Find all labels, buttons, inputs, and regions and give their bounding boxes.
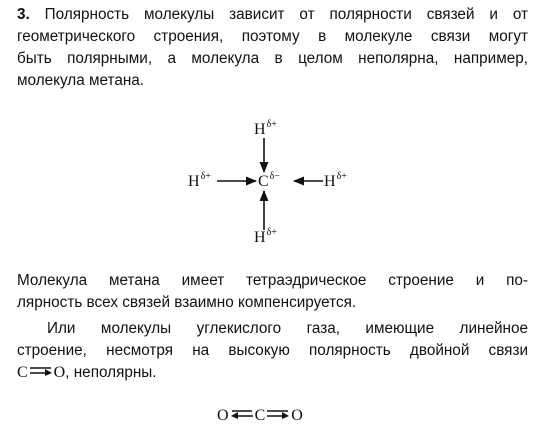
double-bond-arrow-icon: [29, 364, 53, 378]
atom-h-right: $H^{\delta+}$: [324, 171, 347, 190]
paragraph-line-3: C O, неполярны.: [17, 364, 157, 381]
arrow-c-o-icon: [266, 407, 290, 421]
co2-formula: [217, 407, 303, 424]
paragraph-line-2: строение, несмотря на высокую полярность двойной связи: [17, 342, 528, 359]
item-number: 3.: [17, 6, 30, 23]
atom-h-left: $H^{\delta+}$: [188, 171, 211, 190]
paragraph-line-4: молекула метана.: [17, 72, 145, 89]
atom-o-left: O: [217, 407, 229, 424]
paragraph-line-1: Молекула метана имеет тетраэдрическое строение и по-: [17, 272, 528, 289]
paragraph-line-1: 3. Полярность молекулы зависит от полярности связей и от: [17, 6, 528, 23]
atom-o-right: O: [291, 407, 303, 424]
paragraph-tetrahedral: [17, 270, 528, 314]
arrow-o-c-icon: [230, 407, 254, 421]
paragraph-line-2: геометрического строения, поэтому в молекуле связи могут: [17, 28, 528, 45]
inline-formula-co: C O: [17, 364, 66, 381]
atom-h-top: $H^{\delta+}$: [254, 119, 277, 138]
paragraph-line-2: лярность всех связей взаимно компенсируется.: [17, 294, 357, 311]
paragraph-line-1: Или молекулы углекислого газа, имеющие линейное: [47, 320, 528, 337]
paragraph-co2: [17, 318, 528, 384]
paragraph-line-3: быть полярными, а молекула в целом неполярна, например,: [17, 50, 528, 67]
atom-c-center: $C^{\delta-}$: [258, 171, 281, 190]
atom-c: C: [254, 407, 266, 424]
atom-h-bottom: $H^{\delta+}$: [254, 227, 277, 246]
